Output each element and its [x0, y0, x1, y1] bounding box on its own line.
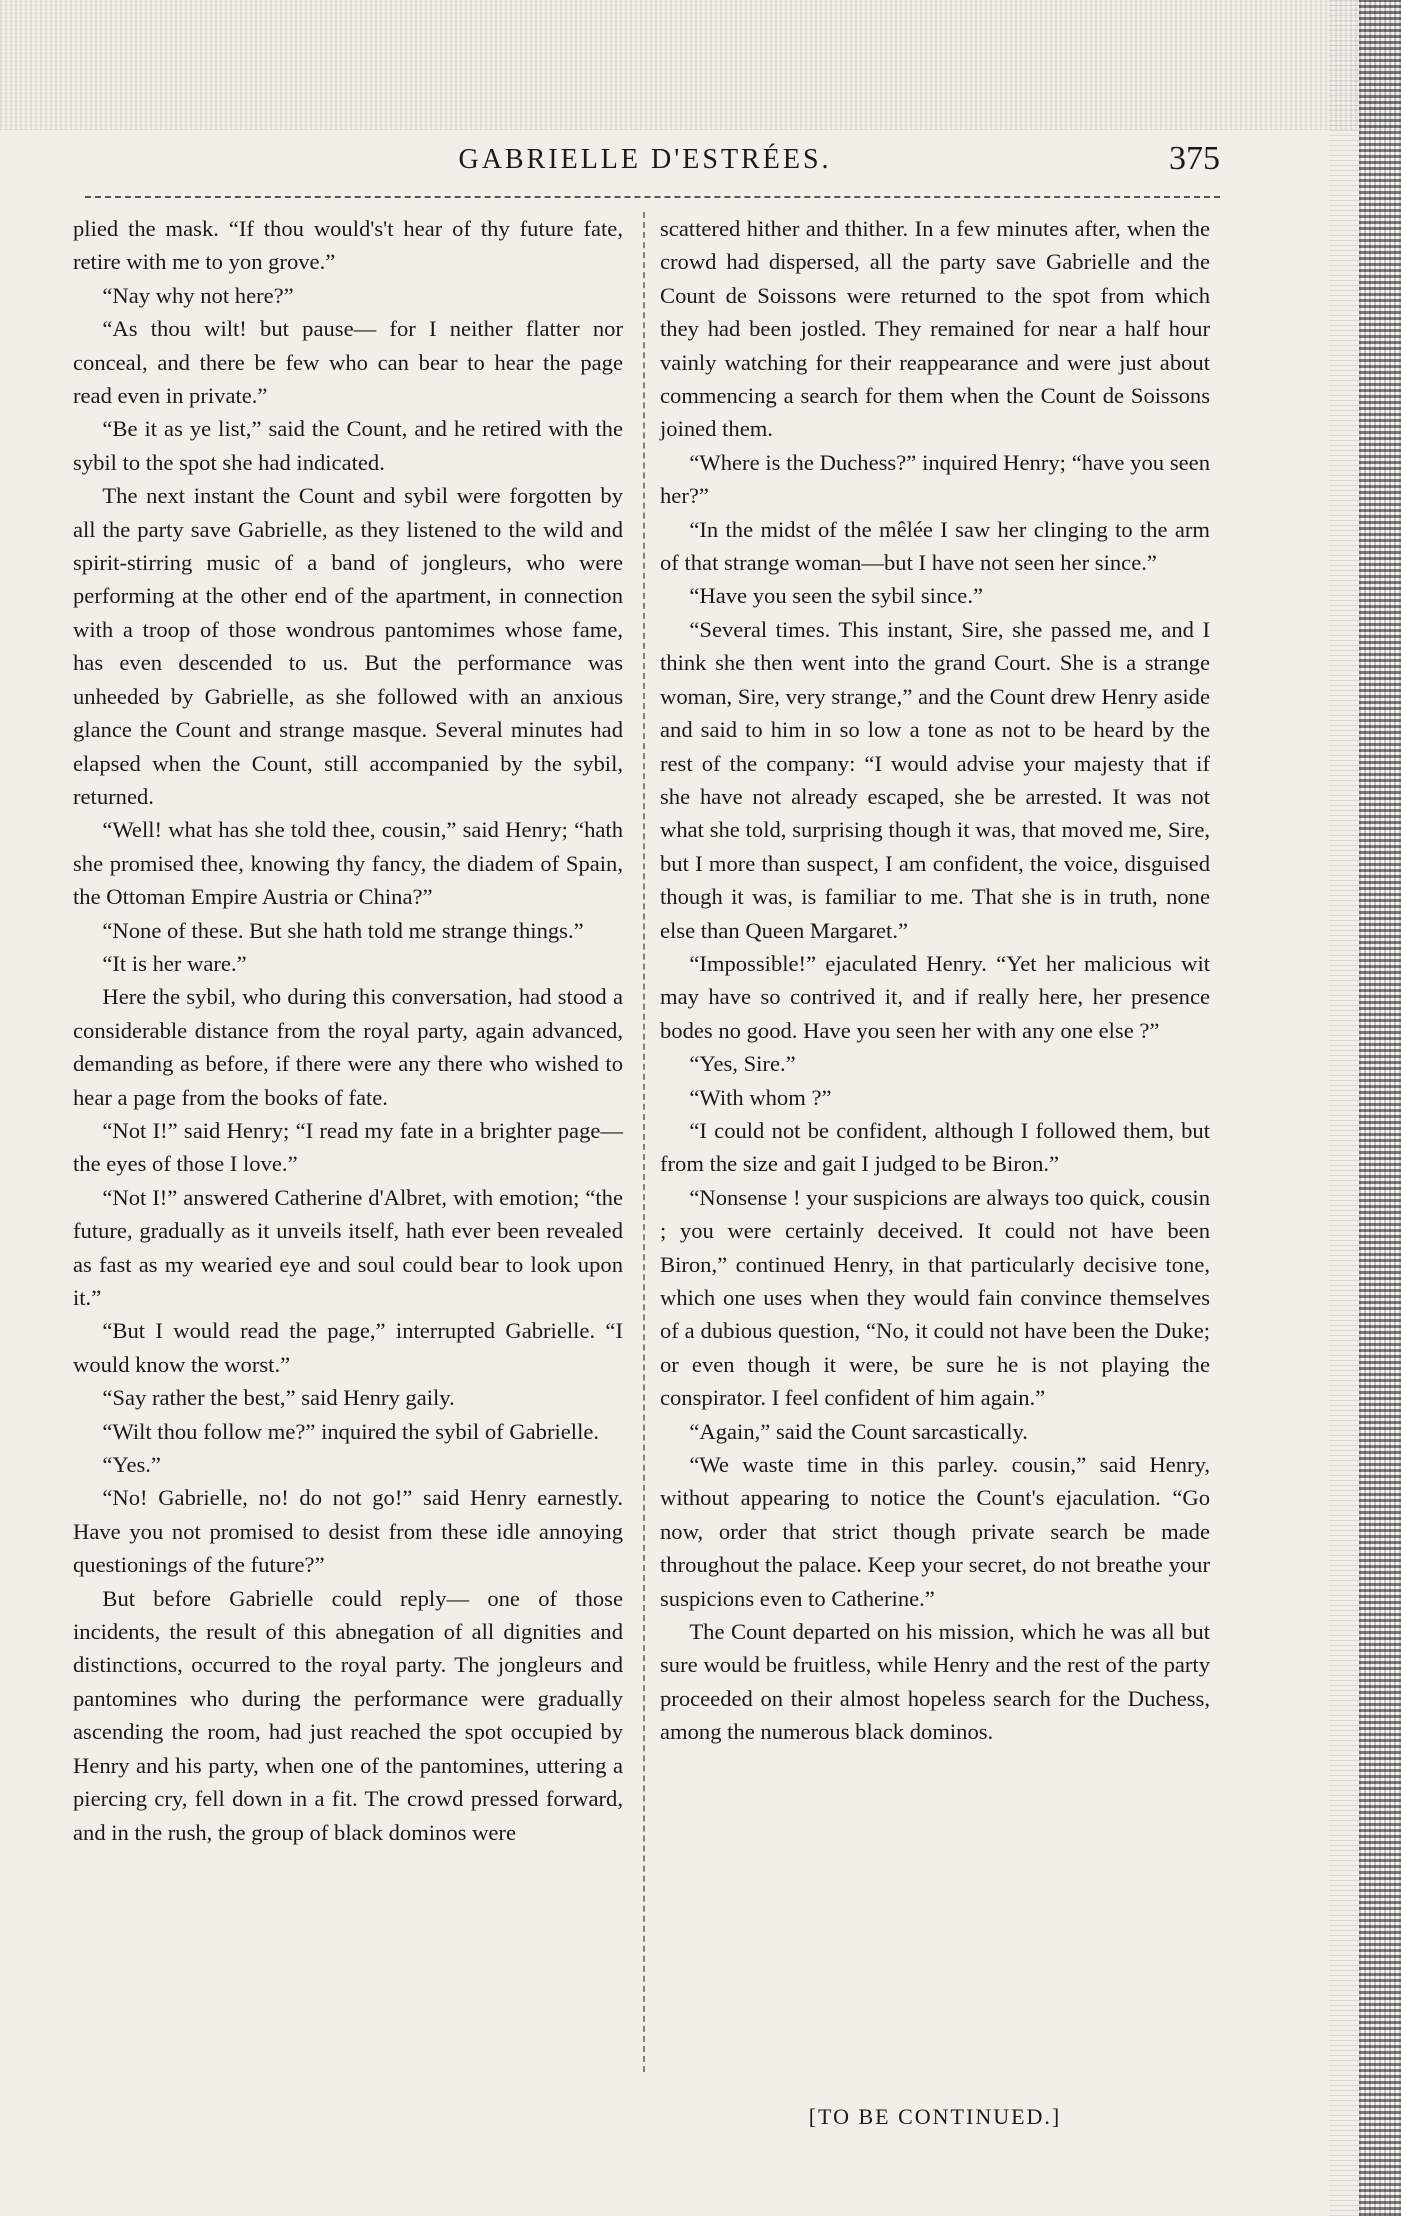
paragraph: The Count departed on his mission, which he was all but sure would be fruitless, while Henry and the rest of the party proceeded on their almost hopeless search for the Duchess, among the numerous black dominos. — [660, 1619, 1210, 1745]
paragraph: “Yes.” — [102, 1452, 161, 1478]
paragraph: “We waste time in this parley. cousin,” said Henry, without appearing to notice the Count's ejaculation. “Go now, order that strict though private search be made throughout the palace. Keep your secret, do not breathe your suspicions even to Catherine.” — [660, 1452, 1210, 1611]
paragraph: “As thou wilt! but pause— for I neither flatter nor conceal, and there be few who can bear to hear the page read even in private.” — [73, 316, 623, 409]
paragraph: “Nonsense ! your suspicions are always too quick, cousin ; you were certainly deceived. It could not have been Biron,” continued Henry, in that particularly decisive tone, which one uses when they would fain convince themselves of a dubious question, “No, it could not have been the Duke; or even though it were, be sure he is not playing the conspirator. I feel confident of him again.” — [660, 1184, 1210, 1411]
paragraph: But before Gabrielle could reply— one of those incidents, the result of this abnegation of all dignities and distinctions, occurred to the royal party. The jongleurs and pantomines who during the performance were gradually ascending the room, had just reached the spot occupied by Henry and his party, when one of the pantomines, uttering a piercing cry, fell down in a fit. The crowd pressed forward, and in the rush, the group of black dominos were — [73, 1585, 623, 1845]
paragraph: “In the midst of the mêlée I saw her clinging to the arm of that strange woman—but I have not seen her since.” — [660, 516, 1210, 576]
scan-noise-edge — [1359, 0, 1401, 2216]
paragraph: “Nay why not here?” — [102, 282, 294, 308]
header-rule — [85, 196, 1220, 198]
running-title: GABRIELLE D'ESTRÉES. — [458, 144, 832, 175]
paragraph: “Several times. This instant, Sire, she passed me, and I think she then went into the grand Court. She is a strange woman, Sire, very strange,” and the Count drew Henry aside and said to him in so low a tone as not to be heard by the rest of the company: “I would advise your majesty that if she have not already escaped, she be arrested. It was not what she told, surprising though it was, that moved me, Sire, but I more than suspect, I am confident, the voice, disguised though it was, is familiar to me. That she is in truth, none else than Queen Margaret.” — [660, 616, 1210, 943]
page-number: 375 — [1169, 140, 1220, 177]
paragraph: “Not I!” said Henry; “I read my fate in a brighter page— the eyes of those I love.” — [73, 1117, 623, 1177]
left-column — [73, 212, 623, 1849]
paragraph: “Where is the Duchess?” inquired Henry; “have you seen her?” — [660, 449, 1210, 509]
to-be-continued: [TO BE CONTINUED.] — [808, 2104, 1062, 2129]
paragraph: “With whom ?” — [689, 1084, 832, 1110]
paragraph: “Be it as ye list,” said the Count, and he retired with the sybil to the spot she had indicated. — [73, 416, 623, 475]
right-column — [660, 212, 1210, 1749]
paragraph: “Impossible!” ejaculated Henry. “Yet her malicious wit may have so contrived it, and if really here, her presence bodes no good. Have you seen her with any one else ?” — [660, 950, 1210, 1043]
paragraph: “I could not be confident, although I followed them, but from the size and gait I judged to be Biron.” — [660, 1117, 1210, 1177]
paragraph: “Have you seen the sybil since.” — [689, 583, 983, 609]
column-divider — [643, 212, 645, 2072]
paragraph: “Again,” said the Count sarcastically. — [689, 1418, 1028, 1444]
paragraph: “No! Gabrielle, no! do not go!” said Henry earnestly. Have you not promised to desist from these idle annoying questionings of the future?” — [73, 1485, 623, 1578]
scan-noise-gutter — [1329, 0, 1359, 2216]
page-header — [70, 140, 1220, 190]
paragraph: “It is her ware.” — [102, 950, 247, 976]
paragraph: Here the sybil, who during this conversation, had stood a considerable distance from the royal party, again advanced, demanding as before, if there were any there who wished to hear a page from the books of fate. — [73, 984, 623, 1110]
scan-noise-top — [0, 0, 1401, 130]
paragraph: “Well! what has she told thee, cousin,” said Henry; “hath she promised thee, knowing thy fancy, the diadem of Spain, the Ottoman Empire Austria or China?” — [73, 817, 623, 910]
paragraph: plied the mask. “If thou would's't hear of thy future fate, retire with me to yon grove.” — [73, 216, 623, 275]
paragraph: “Wilt thou follow me?” inquired the sybil of Gabrielle. — [102, 1418, 600, 1444]
paragraph: The next instant the Count and sybil were forgotten by all the party save Gabrielle, as they listened to the wild and spirit-stirring music of a band of jongleurs, who were performing at the other end of the apartment, in connection with a troop of those wondrous pantomimes whose fame, has even descended to us. But the performance was unheeded by Gabrielle, as she followed with an anxious glance the Count and strange masque. Several minutes had elapsed when the Count, still accompanied by the sybil, returned. — [73, 483, 623, 809]
paragraph: “Say rather the best,” said Henry gaily. — [102, 1385, 455, 1411]
paragraph: scattered hither and thither. In a few minutes after, when the crowd had dispersed, all the party save Gabrielle and the Count de Soissons were returned to the spot from which they had been jostled. They remained for near a half hour vainly watching for their reappearance and were just about commencing a search for them when the Count de Soissons joined them. — [660, 216, 1210, 442]
paragraph: “But I would read the page,” interrupted Gabrielle. “I would know the worst.” — [73, 1318, 623, 1377]
paragraph: “Not I!” answered Catherine d'Albret, with emotion; “the future, gradually as it unveils itself, hath ever been revealed as fast as my wearied eye and soul could bear to look upon it.” — [73, 1184, 623, 1310]
paragraph: “Yes, Sire.” — [689, 1051, 796, 1077]
paragraph: “None of these. But she hath told me strange things.” — [102, 917, 584, 943]
